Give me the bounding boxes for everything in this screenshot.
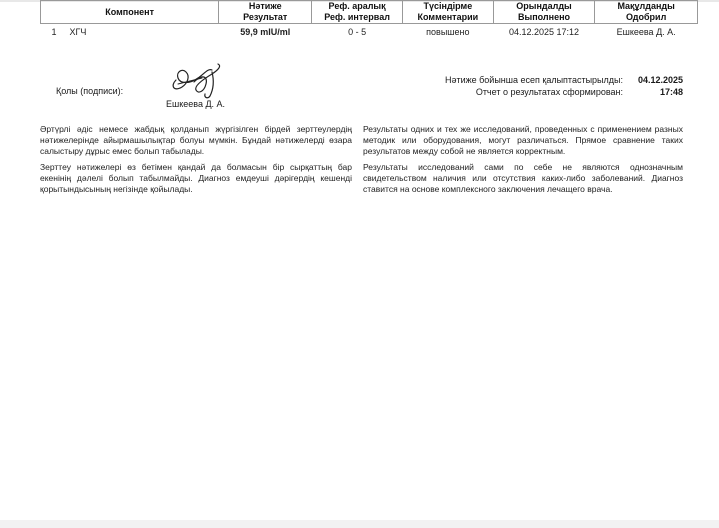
report-label-ru: Отчет о результатах сформирован:	[475, 87, 623, 97]
bottom-edge	[0, 520, 719, 528]
row-comment: повышено	[426, 27, 470, 37]
header-ref-interval: Реф. аралық Реф. интервал	[312, 1, 403, 24]
disclaimer-ru-paragraph: Результаты исследований сами по себе не являются однозначным свидетельством наличия или отсутствия каких-либо заболеваний. Диагноз ставится на основе комплексного заключения лечащего врача.	[363, 162, 683, 194]
disclaimer-kz	[40, 124, 352, 200]
header-comments: Түсіндірме Комментарии	[402, 1, 493, 24]
results-table	[40, 0, 698, 40]
disclaimer-kz-paragraph: Зерттеу нәтижелері өз бетімен қандай да болмасын бір сырқаттың бар екенінің дәлелі болып табылмайды. Диагноз емдеуші дәрігердің кешенді қорытындысының негізінде қойылады.	[40, 162, 352, 194]
report-date: 04.12.2025	[637, 75, 683, 85]
disclaimer-ru-paragraph: Результаты одних и тех же исследований, проведенных с применением разных методик или оборудования, могут различаться. Прямое сравнение таких результатов между собой не является корректным.	[363, 124, 683, 156]
row-approved: Ешкеева Д. А.	[616, 27, 676, 37]
header-performed: Орындалды Выполнено	[493, 1, 595, 24]
row-performed: 04.12.2025 17:12	[508, 27, 580, 37]
signature-label: Қолы (подписи):	[56, 86, 124, 96]
table-header-row	[41, 1, 698, 24]
report-generated-block	[400, 74, 683, 98]
row-result: 59,9 mIU/ml	[240, 27, 291, 37]
signature-image	[168, 60, 232, 100]
disclaimer-ru	[363, 124, 683, 200]
table-row	[41, 24, 698, 41]
row-component: ХГЧ	[69, 27, 87, 37]
report-time: 17:48	[659, 87, 683, 97]
signer-name: Ешкеева Д. А.	[166, 99, 226, 109]
header-result: Нәтиже Результат	[219, 1, 312, 24]
row-number: 1	[51, 27, 57, 37]
header-approved: Мақұлданды Одобрил	[595, 1, 698, 24]
header-component: Компонент	[41, 1, 219, 24]
disclaimer-kz-paragraph: Әртүрлі әдіс немесе жабдық қолданып жүргізілген бірдей зерттеулердің нәтижелерінде айырмашылықтар болуы мүмкін. Бұндай нәтижелерді өзара салыстыру дұрыс емес болып табылады.	[40, 124, 352, 156]
report-label-kz: Нәтиже бойынша есеп қалыптастырылды:	[444, 75, 623, 85]
row-ref-interval: 0 - 5	[348, 27, 367, 37]
